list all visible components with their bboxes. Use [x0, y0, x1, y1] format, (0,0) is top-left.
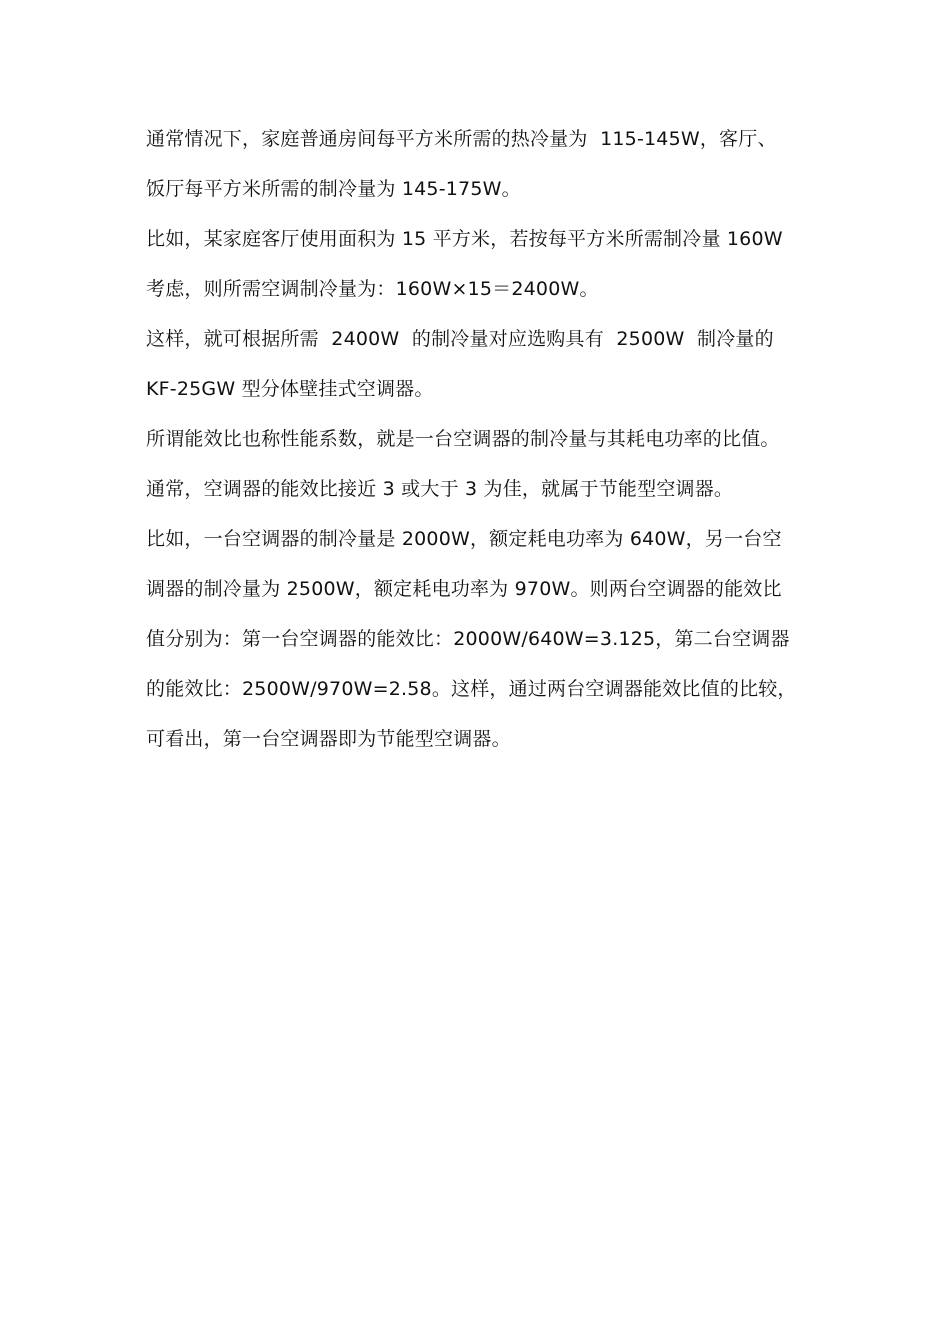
text-line: 值分别为：第一台空调器的能效比：2000W/640W=3.125，第二台空调器: [146, 628, 790, 650]
paragraph-cooling-per-area: [146, 114, 818, 214]
text-line: 通常，空调器的能效比接近 3 或大于 3 为佳，就属于节能型空调器。: [146, 478, 734, 500]
paragraph-efficiency-example: [146, 514, 818, 764]
text-line: 的能效比：2500W/970W=2.58。这样，通过两台空调器能效比值的比较，: [146, 678, 797, 700]
paragraph-model-selection: [146, 314, 818, 414]
text-line: 比如，一台空调器的制冷量是 2000W，额定耗电功率为 640W，另一台空: [146, 528, 782, 550]
text-line: 比如，某家庭客厅使用面积为 15 平方米，若按每平方米所需制冷量 160W: [146, 228, 783, 250]
text-line: 所谓能效比也称性能系数，就是一台空调器的制冷量与其耗电功率的比值。: [146, 428, 780, 450]
text-line: 通常情况下，家庭普通房间每平方米所需的热冷量为 115-145W，客厅、: [146, 128, 777, 150]
text-line: 饭厅每平方米所需的制冷量为 145-175W。: [146, 178, 521, 200]
document-body: [146, 114, 818, 764]
text-line: 考虑，则所需空调制冷量为：160W×15＝2400W。: [146, 278, 599, 300]
paragraph-efficiency-criterion: [146, 464, 818, 514]
paragraph-efficiency-definition: [146, 414, 818, 464]
text-line: 这样，就可根据所需 2400W 的制冷量对应选购具有 2500W 制冷量的: [146, 328, 774, 350]
text-line: 可看出，第一台空调器即为节能型空调器。: [146, 728, 511, 750]
text-line: 调器的制冷量为 2500W，额定耗电功率为 970W。则两台空调器的能效比: [146, 578, 782, 600]
text-line: KF-25GW 型分体壁挂式空调器。: [146, 378, 434, 400]
paragraph-example-calculation: [146, 214, 818, 314]
